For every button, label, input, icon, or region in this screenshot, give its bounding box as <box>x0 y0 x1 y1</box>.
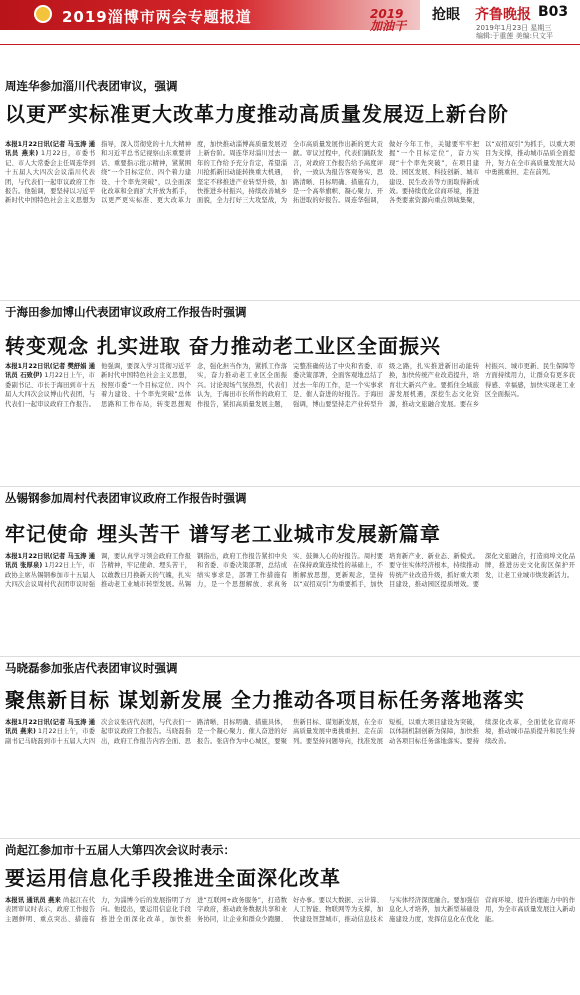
article-body-text: 1月22日上午，市政协主席丛锡钢参加市十五届人大四次会议周村代表团审议时强调，要认真学习领会政府工作报告精神，牢记使命、埋头苦干，以敢教日月换新天的气魄，扎实推动老工业城市转型发展。丛锡钢指出，政府工作报告紧扣中央和省委、市委决策部署，总结成绩实事求是，部署工作措施有力，是一个思想解放、求真务实、鼓舞人心的好报告。周村要在保持政策连续性的基础上，不断解放思想，更新观念，坚持以“双招双引”为重要抓手，加快培育新产业、新业态、新模式。要守住实体经济根本，持续推动传统产业改造升级，抓好重大项目建设，推动园区提质增效。要深化文旅融合，打造商埠文化品牌，推进历史文化街区保护开发，让老工业城市焕发新活力。 <box>5 553 575 589</box>
article-text <box>5 140 575 296</box>
article-kicker: 于海田参加博山代表团审议政府工作报告时强调 <box>5 305 247 319</box>
article-body-text: 1月22日，市委书记、市人大常委会主任周连华到十五届人大四次会议淄川代表团，与代表们一起审议政府工作报告。他强调，要坚持以习近平新时代中国特色社会主义思想为指导，深入贯彻党的十九大精神和习近平总书记视察山东重要讲话、重要指示批示精神，紧紧围绕“一个目标定位、四个着力建设、十个率先突破”，以全面深化改革和全面扩大开放为抓手，以更严更实标准、更大改革力度，加快推动淄博高质量发展迈上新台阶。周连华对淄川过去一年的工作给予充分肯定，希望淄川抢抓新旧动能转换重大机遇，坚定不移推进产业转型升级，加快推进乡村振兴，持续改善城乡面貌，全力打好三大攻坚战，为全市高质量发展作出新的更大贡献。审议过程中，代表们踊跃发言，对政府工作报告给予高度评价，一致认为报告客观务实、思路清晰、目标明确、措施有力，是一个高举旗帜、凝心聚力、开拓进取的好报告。周连华强调，做好今年工作，关键要牢牢把握“一个目标定位”，奋力实现“十个率先突破”，在项目建设、园区发展、科技创新、城市建设、民生改善等方面取得新成效。要持续优化营商环境，推进各类要素资源向重点领域集聚，以“双招双引”为抓手，以重大项目为支撑，推动城市品质全面提升，努力在全市高质量发展大局中勇挑重担、走在前列。 <box>5 141 575 205</box>
article-text <box>5 896 575 993</box>
article-body <box>5 718 575 822</box>
article-byline: 本报1月22日讯(记者 樊舒娟 通讯员 石致伊) <box>5 363 95 380</box>
article-kicker: 周连华参加淄川代表团审议，强调 <box>5 79 178 93</box>
article-headline: 聚焦新目标 谋划新发展 全力推动各项目标任务落地落实 <box>5 688 525 712</box>
article-zichuan <box>0 52 580 298</box>
special-report-banner <box>0 0 420 33</box>
masthead <box>0 0 580 42</box>
article-text <box>5 552 575 652</box>
article-headline: 以更严实标准更大改革力度推动高质量发展迈上新台阶 <box>5 102 509 126</box>
article-body <box>5 362 575 482</box>
banner-title: 2019淄博市两会专题报道 <box>62 8 252 26</box>
slogan-block <box>370 8 406 32</box>
article-body-text: 1月22日上午，市委副书记马晓磊到市十五届人大四次会议张店代表团，与代表们一起审议政府工作报告。马晓磊指出，政府工作报告内容全面、思路清晰、目标明确、措施具体，是一个凝心聚力、催人奋进的好报告。张店作为中心城区，要聚焦新目标、谋划新发展，在全市高质量发展中勇挑重担、走在前列。要坚持问题导向，找准发展短板，以重大项目建设为突破，以体制机制创新为保障，加快推动各项目标任务落地落实。要持续深化改革，全面优化营商环境，推动城市品质提升和民生持续改善。 <box>5 719 575 745</box>
article-zhangdian <box>0 656 580 826</box>
article-byline: 本报1月22日讯(记者 马玉涛 通讯员 燕来) <box>5 719 95 736</box>
section-name: 抢眼 <box>432 7 460 23</box>
article-shang <box>0 838 580 995</box>
article-kicker: 尚起江参加市十五届人大第四次会议时表示： <box>5 843 235 857</box>
article-text <box>5 362 575 482</box>
article-text <box>5 718 575 822</box>
article-byline: 本报1月22日讯(记者 马玉涛 通讯员 燕来) <box>5 141 95 158</box>
article-headline: 要运用信息化手段推进全面深化改革 <box>5 866 341 890</box>
article-byline: 本报讯 通讯员 燕来 <box>5 897 61 904</box>
article-byline: 本报1月22日讯(记者 马玉涛 通讯员 张厚泉) <box>5 553 95 570</box>
slogan-year: 2019 <box>370 7 404 21</box>
article-zhoucun <box>0 486 580 654</box>
article-boshan <box>0 300 580 484</box>
article-body-text: 1月22日上午，市委副书记、市长于海田到市十五届人大四次会议博山代表团，与代表们一起审议政府工作报告。他强调，要深入学习贯彻习近平新时代中国特色社会主义思想，按照市委“一个目标定位、四个着力建设、十个率先突破”总体思路和工作布局，转变思想观念，强化担当作为，紧抓工作落实，奋力推动老工业区全面振兴。讨论现场气氛热烈，代表们认为，于海田市长所作的政府工作报告，紧扣高质量发展主题，完整准确传达了中央和省委、市委决策部署，全面客观地总结了过去一年的工作，是一个实事求是、催人奋进的好报告。于海田强调，博山要坚持走产业转型升级之路，扎实推进新旧动能转换，加快传统产业改造提升，培育壮大新兴产业。要抓住全域旅游发展机遇，深挖生态文化资源，推动文旅融合发展。要在乡村振兴、城市更新、民生保障等方面持续用力，让群众有更多获得感、幸福感，加快实现老工业区全面振兴。 <box>5 363 575 408</box>
page-meta <box>476 24 580 40</box>
article-headline: 牢记使命 埋头苦干 谱写老工业城市发展新篇章 <box>5 522 441 546</box>
article-body <box>5 140 575 296</box>
paper-name: 齐鲁晚报 <box>475 7 531 23</box>
editor-line: 编辑:于重莲 美编:只文平 <box>476 32 553 40</box>
header-divider <box>0 44 580 45</box>
page-number: B03 <box>538 4 569 20</box>
national-emblem-icon <box>34 5 52 23</box>
slogan-text: 加油干 <box>370 19 407 33</box>
article-body <box>5 552 575 652</box>
article-kicker: 丛锡钢参加周村代表团审议政府工作报告时强调 <box>5 491 247 505</box>
article-body-text: 尚起江在代表团审议时表示，政府工作报告主题鲜明、重点突出、措施有力，为淄博今后的发展指明了方向。他提出，要运用信息化手段推进全面深化改革，加快推进“互联网+政务服务”，打造数字政府，推动政务数据共享和业务协同，让企业和群众少跑腿、好办事。要以大数据、云计算、人工智能、物联网等为支撑，加快建设智慧城市，推动信息技术与实体经济深度融合。要加强信息化人才培养，加大新型基础设施建设力度，发挥信息化在优化营商环境、提升治理能力中的作用，为全市高质量发展注入新动能。 <box>5 897 575 923</box>
article-body <box>5 896 575 993</box>
article-headline: 转变观念 扎实进取 奋力推动老工业区全面振兴 <box>5 334 441 358</box>
article-kicker: 马晓磊参加张店代表团审议时强调 <box>5 661 178 675</box>
date-line: 2019年1月23日 星期三 <box>476 24 552 32</box>
